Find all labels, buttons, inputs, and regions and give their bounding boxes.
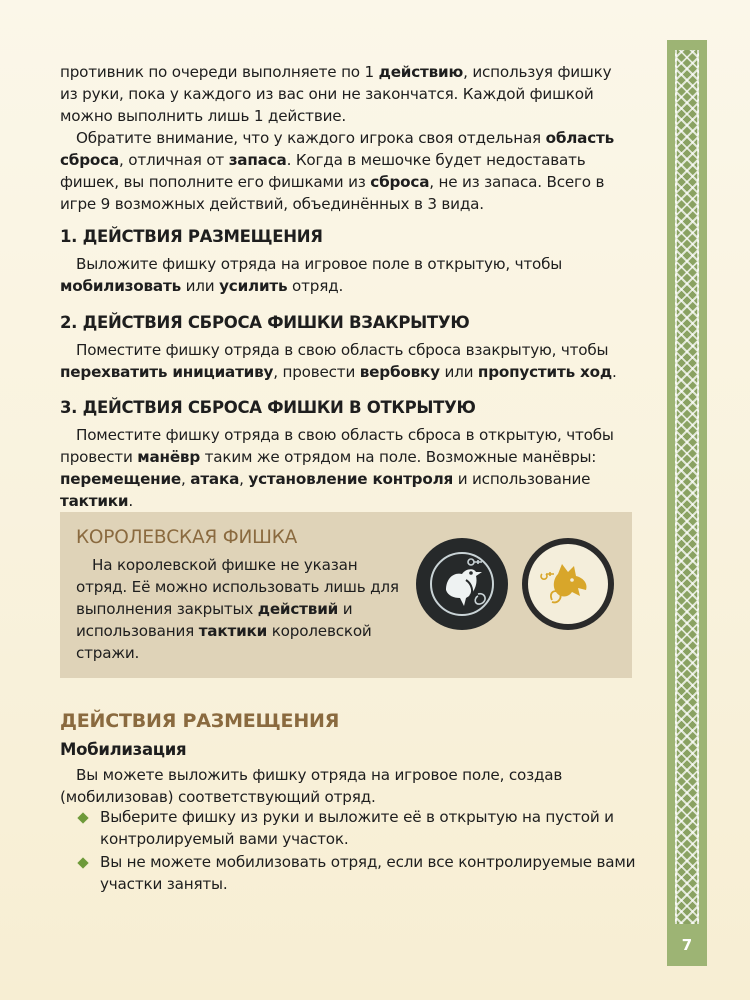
page-number: 7 bbox=[681, 936, 693, 954]
action-heading-discard-open: 3. ДЕЙСТВИЯ СБРОСА ФИШКИ В ОТКРЫТУЮ bbox=[60, 398, 476, 417]
bullet-text: Выберите фишку из руки и выложите её в открытую на пустой и контролируемый вами участок. bbox=[100, 808, 614, 848]
subtitle-mobilization: Мобилизация bbox=[60, 740, 187, 759]
page-number-tab bbox=[667, 924, 707, 966]
intro-paragraph-2: Обратите внимание, что у каждого игрока своя отдельная область сброса, отличная от запаса. Когда в мешочке будет недоставать фишек, вы пополните его фишками из сброса, не из запаса. Всего в игре 9 возможных действий, объединённых в 3 вида. bbox=[60, 129, 615, 213]
list-item bbox=[60, 851, 640, 895]
action-text-placement: Выложите фишку отряда на игровое поле в открытую, чтобы мобилизовать или усилить отряд. bbox=[60, 255, 563, 295]
diamond-bullet-icon bbox=[77, 857, 88, 868]
bold-term: пропустить ход bbox=[477, 363, 612, 381]
wolf-token-icon bbox=[522, 538, 614, 630]
decorative-side-band bbox=[667, 40, 707, 966]
action-heading-placement: 1. ДЕЙСТВИЯ РАЗМЕЩЕНИЯ bbox=[60, 227, 323, 246]
bold-term: мобилизовать bbox=[60, 277, 181, 295]
bold-term: атака bbox=[190, 470, 240, 488]
bold-term: манёвр bbox=[137, 448, 201, 466]
royal-token-box bbox=[60, 512, 632, 678]
bold-term: перехватить инициативу bbox=[60, 363, 274, 381]
celtic-knot-ornament bbox=[675, 50, 699, 954]
action-text-discard-open: Поместите фишку отряда в свою область сброса в открытую, чтобы провести манёвр таким же отрядом на поле. Возможные манёвры: перемещение, атака, установление контроля и использование тактики. bbox=[60, 426, 614, 510]
bold-term: установление контроля bbox=[248, 470, 454, 488]
bold-term: область сброса bbox=[60, 129, 615, 169]
bold-term: действий bbox=[257, 600, 339, 618]
bold-term: вербовку bbox=[359, 363, 440, 381]
bold-term: тактики bbox=[198, 622, 268, 640]
bullet-text: Вы не можете мобилизовать отряд, если все контролируемые вами участки заняты. bbox=[100, 853, 636, 893]
action-text-discard-closed: Поместите фишку отряда в свою область сброса взакрытую, чтобы перехватить инициативу, провести вербовку или пропустить ход. bbox=[60, 341, 617, 381]
action-heading-discard-closed: 2. ДЕЙСТВИЯ СБРОСА ФИШКИ ВЗАКРЫТУЮ bbox=[60, 313, 470, 332]
bold-term: усилить bbox=[219, 277, 288, 295]
mobilization-bullets bbox=[60, 806, 640, 896]
bold-term: действию bbox=[378, 63, 464, 81]
bold-term: сброса bbox=[370, 173, 430, 191]
bold-term: перемещение bbox=[60, 470, 182, 488]
section-title-placement: ДЕЙСТВИЯ РАЗМЕЩЕНИЯ bbox=[60, 710, 340, 732]
bold-term: запаса bbox=[228, 151, 287, 169]
bold-term: тактики bbox=[60, 492, 129, 510]
mobilization-text: Вы можете выложить фишку отряда на игровое поле, создав (мобилизовав) соответствующий отряд. bbox=[60, 766, 563, 806]
royal-box-title: КОРОЛЕВСКАЯ ФИШКА bbox=[76, 527, 298, 548]
list-item bbox=[60, 806, 640, 850]
intro-paragraph-1: противник по очереди выполняете по 1 действию, используя фишку из руки, пока у каждого из вас они не закончатся. Каждой фишкой можно выполнить лишь 1 действие. bbox=[60, 63, 612, 125]
royal-box-text: На королевской фишке не указан отряд. Её можно использовать лишь для выполнения закрытых действий и использования тактики королевской стражи. bbox=[76, 556, 399, 662]
diamond-bullet-icon bbox=[77, 812, 88, 823]
raven-token-icon bbox=[416, 538, 508, 630]
